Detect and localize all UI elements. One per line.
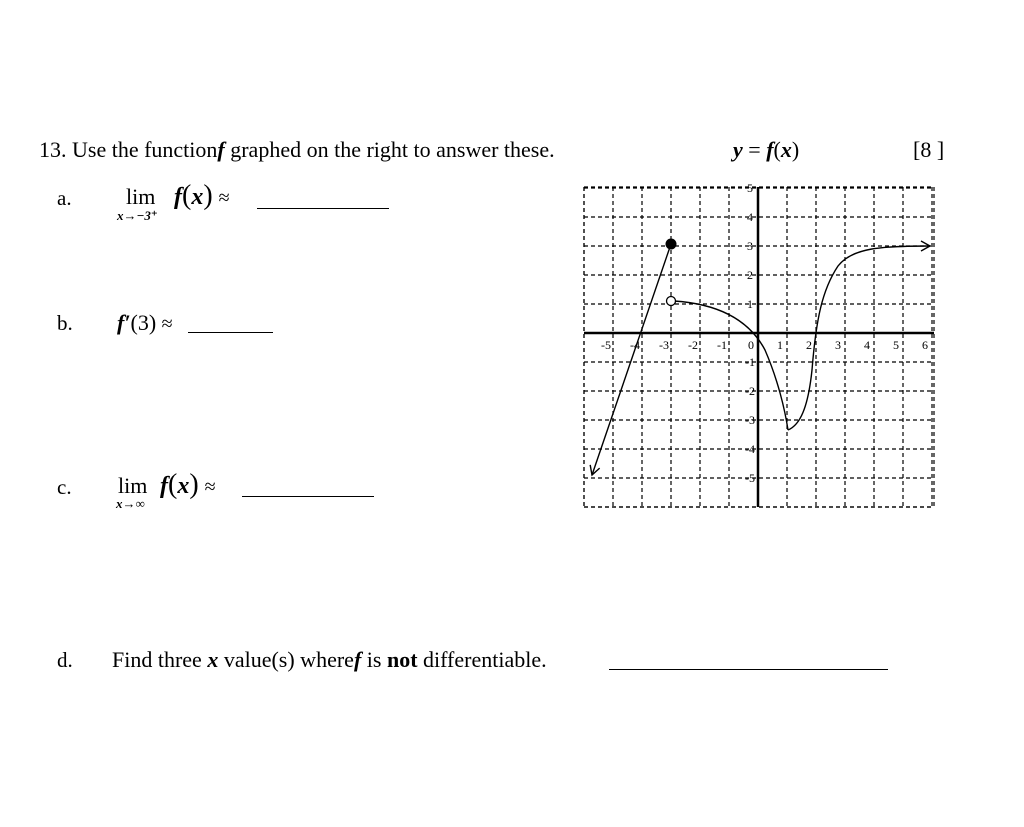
part-a-f: f xyxy=(174,184,182,210)
graph-label-f: f xyxy=(766,137,774,162)
y-tick-label: -4 xyxy=(745,442,755,456)
part-b-label: b. xyxy=(57,311,73,335)
x-tick-label: 0 xyxy=(748,338,754,352)
x-tick-label: -4 xyxy=(630,338,640,352)
y-tick-label: 2 xyxy=(747,268,753,282)
y-tick-label: -5 xyxy=(745,471,755,485)
part-d-text2: value(s) where xyxy=(223,647,354,672)
problem-number: 13. xyxy=(39,137,67,162)
function-letter: f xyxy=(217,137,225,162)
x-tick-label: 5 xyxy=(893,338,899,352)
part-b-arg: (3) xyxy=(130,310,157,335)
graph-curves xyxy=(592,239,930,476)
part-b-approx: ≈ xyxy=(161,313,173,335)
part-c-expression: f(x) ≈ xyxy=(160,469,216,500)
part-a-lim: lim xyxy=(126,184,156,209)
part-a-approx: ≈ xyxy=(218,187,230,209)
graph-label: y = f(x) xyxy=(733,137,800,162)
closed-point xyxy=(666,239,677,250)
x-tick-label: -2 xyxy=(688,338,698,352)
y-tick-label: 5 xyxy=(747,181,753,195)
part-c-label: c. xyxy=(57,475,72,499)
part-b-fprime: f′ xyxy=(117,310,131,335)
part-d-text3: is xyxy=(366,647,382,672)
points-badge: [8 ] xyxy=(913,137,945,162)
curve-left-line xyxy=(592,244,671,475)
graph-label-equals: = xyxy=(748,137,761,162)
graph-label-x: x xyxy=(780,137,792,162)
x-tick-label: 6 xyxy=(922,338,928,352)
y-tick-label: -3 xyxy=(745,413,755,427)
part-d-text1: Find three xyxy=(112,647,202,672)
curve-middle xyxy=(674,301,788,430)
part-c-f: f xyxy=(160,473,168,499)
part-a-expression: f(x) ≈ xyxy=(174,180,230,211)
x-tick-label: -1 xyxy=(717,338,727,352)
y-tick-label: -1 xyxy=(745,355,755,369)
part-a-x: x xyxy=(191,184,204,210)
part-c-lim: lim xyxy=(118,473,148,498)
x-tick-label: 1 xyxy=(777,338,783,352)
problem-intro-before: Use the function xyxy=(72,137,218,162)
part-a-label: a. xyxy=(57,186,72,210)
x-tick-label: -5 xyxy=(601,338,611,352)
part-c-lim-subscript: x→∞ xyxy=(116,496,145,511)
part-d-label: d. xyxy=(57,648,73,672)
x-tick-label: 3 xyxy=(835,338,841,352)
part-c-x: x xyxy=(177,473,190,499)
x-tick-label: 2 xyxy=(806,338,812,352)
x-tick-label: -3 xyxy=(659,338,669,352)
y-tick-label: 1 xyxy=(747,297,753,311)
part-d-not: not xyxy=(386,647,418,672)
part-d-f: f xyxy=(353,647,362,672)
graph-label-y: y xyxy=(733,137,743,162)
y-tick-label: -2 xyxy=(745,384,755,398)
x-tick-label: 4 xyxy=(864,338,870,352)
part-d-text4: differentiable. xyxy=(423,647,547,672)
part-a-lim-subscript: x→−3⁺ xyxy=(117,208,158,223)
problem-intro-after: graphed on the right to answer these. xyxy=(230,137,555,162)
y-tick-label: 3 xyxy=(747,239,753,253)
y-tick-label: 4 xyxy=(747,210,753,224)
part-d-x: x xyxy=(207,647,219,672)
open-point xyxy=(667,297,676,306)
part-c-approx: ≈ xyxy=(204,476,216,498)
